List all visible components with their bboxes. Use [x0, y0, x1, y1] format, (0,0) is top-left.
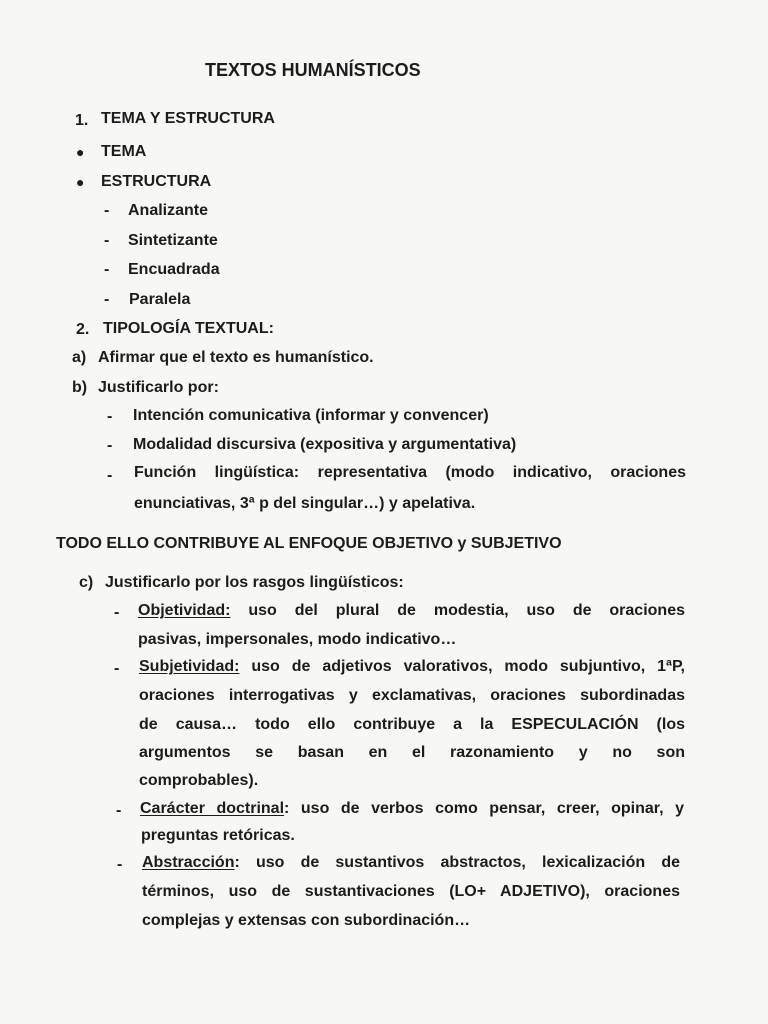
section-1-number: 1. — [75, 112, 89, 129]
section-1-heading: TEMA Y ESTRUCTURA — [101, 110, 275, 127]
page-title: TEXTOS HUMANÍSTICOS — [205, 60, 421, 80]
doctrinal-term: Carácter doctrinal — [140, 800, 285, 817]
subjetividad-line4: argumentos se basan en el razonamiento y no son — [139, 744, 685, 761]
item-b-label: b) — [72, 379, 88, 396]
abstraccion-term: Abstracción — [142, 854, 235, 871]
dash-icon: - — [107, 408, 113, 425]
dash-icon: - — [114, 604, 120, 621]
objetividad-line2: pasivas, impersonales, modo indicativo… — [138, 631, 457, 648]
subjetividad-line1: Subjetividad: uso de adjetivos valorativos, modo subjuntivo, 1ªP, — [139, 658, 686, 675]
dash-icon: - — [104, 202, 110, 219]
item-b-text: Justificarlo por: — [98, 379, 219, 396]
subjetividad-line5: comprobables). — [139, 772, 259, 789]
section-2-heading: TIPOLOGÍA TEXTUAL: — [103, 320, 274, 337]
abstraccion-line3: complejas y extensas con subordinación… — [142, 912, 471, 929]
item-c-label: c) — [79, 574, 94, 591]
dash-icon: - — [107, 467, 113, 484]
structure-paralela: Paralela — [129, 291, 191, 308]
subjetividad-line3: de causa… todo ello contribuye a la ESPECULACIÓN (los — [139, 716, 685, 733]
intencion-comunicativa: Intención comunicativa (informar y convencer) — [133, 407, 489, 424]
modalidad-discursiva: Modalidad discursiva (expositiva y argumentativa) — [133, 436, 517, 453]
dash-icon: - — [117, 856, 123, 873]
doctrinal-line2: preguntas retóricas. — [141, 827, 295, 844]
bullet-icon: ● — [76, 144, 85, 160]
dash-icon: - — [116, 802, 122, 819]
dash-icon: - — [104, 291, 110, 308]
abstraccion-line2: términos, uso de sustantivaciones (LO+ ADJETIVO), oraciones — [142, 883, 680, 900]
doctrinal-line1: Carácter doctrinal: uso de verbos como pensar, creer, opinar, y — [140, 800, 684, 817]
structure-analizante: Analizante — [128, 202, 209, 219]
bullet-icon: ● — [76, 174, 85, 190]
funcion-linguistica-line2: enunciativas, 3ª p del singular…) y apelativa. — [134, 495, 476, 512]
item-a-label: a) — [72, 349, 87, 366]
dash-icon: - — [104, 261, 110, 278]
item-c-text: Justificarlo por los rasgos lingüísticos: — [105, 574, 404, 591]
objetividad-line1: Objetividad: uso del plural de modestia, uso de oraciones — [138, 602, 685, 619]
funcion-linguistica-line1: Función lingüística: representativa (modo indicativo, oraciones — [134, 464, 686, 481]
structure-encuadrada: Encuadrada — [128, 261, 220, 278]
dash-icon: - — [114, 660, 120, 677]
dash-icon: - — [104, 232, 110, 249]
section-2-number: 2. — [76, 321, 90, 338]
bullet-tema: TEMA — [101, 143, 147, 160]
subjetividad-line2: oraciones interrogativas y exclamativas, oraciones subordinadas — [139, 687, 685, 704]
dash-icon: - — [107, 437, 113, 454]
item-a-text: Afirmar que el texto es humanístico. — [98, 349, 374, 366]
subjetividad-term: Subjetividad: — [139, 658, 240, 675]
structure-sintetizante: Sintetizante — [128, 232, 218, 249]
objetividad-term: Objetividad: — [138, 602, 231, 619]
conclusion-heading: TODO ELLO CONTRIBUYE AL ENFOQUE OBJETIVO y SUBJETIVO — [56, 535, 562, 552]
abstraccion-line1: Abstracción: uso de sustantivos abstractos, lexicalización de — [142, 854, 680, 871]
bullet-estructura: ESTRUCTURA — [101, 173, 212, 190]
